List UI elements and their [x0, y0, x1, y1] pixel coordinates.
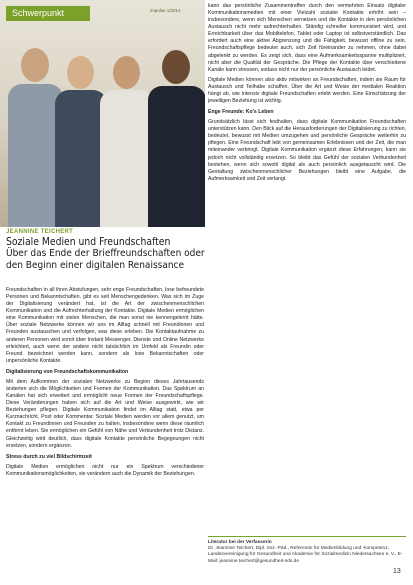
page-number: 13 [393, 568, 401, 575]
person-3 [100, 48, 154, 227]
author-name: JEANNINE TEICHERT [6, 229, 74, 235]
paragraph: Freundschaften in all ihren Abstufungen, sehr enge Freundschaften, lose befreundete Personen und Bekanntschaften, gibt es seit Menschengedenken. Was sich im Zuge der Digitalisierung verändert hat, ist die Art der zwischenmenschlichen Kommunikation und die Aufrechterhaltung der Kontakte. Digitale Medien ermöglichen eine Kommunikation mit vielen Menschen, die man sonst nie kennengelernt hätte. Über soziale Netzwerke können wir uns im Alltag schnell mit Freundinnen und Freunden austauschen und verfolgen, was diese erleben. Die Kontaktaufnahme zu anderen Personen wird somit über Instant Messenger, Dienste und Online Netzwerke erleichtert, auch wenn der andere nicht tatsächlich im Umfeld als Freundin oder Freund bezeichnet werden kann, sondern als lose Bekanntschaften oder unpersönliche Kontakte. [6, 287, 204, 364]
literature-note [208, 540, 406, 565]
left-column [6, 287, 204, 582]
article-headline: Soziale Medien und Freundschaften [6, 236, 171, 248]
author-info: Dr. Jeannine Teichert, Dipl. Soz.-Päd., Referentin für Medienbildung und -kompetenz, Landesvereinigung für Gesundheit und Akademie für Sozialmedizin Niedersachsen e. V., E-Mail: jeannine.teichert@gesundheit-nds.de [208, 546, 403, 564]
divider [208, 536, 406, 537]
paragraph: Mit dem Aufkommen der sozialen Netzwerke zu Beginn dieses Jahrtausends änderten sich die Möglichkeiten und Formen der Kommunikation. Das Spektrum an Kanälen hat sich erweitert und ermöglicht neue Formen der Freundschaftspflege. Diese Veränderungen haben sich auf die Art und Weise ausgewirkt, wie wir Beziehungen pflegen. Digitale Kommunikation findet im Alltag statt, etwa per Kurznachricht, Post oder Kommentar. Soziale Medien werden vor allem genutzt, um Kontakt zu Freundinnen und Freunden zu halten, insbesondere wenn diese räumlich entfernt leben. Sie ermöglichen ein Gefühl von Nähe und Verbundenheit trotz Distanz. Gleichzeitig wird deutlich, dass digitale Kontakte persönliche Begegnungen nicht ersetzen, sondern ergänzen. [6, 378, 204, 449]
article-title [6, 236, 206, 272]
paragraph: kann das persönliche Zusammentreffen durch den vermehrten Einsatz digitaler Kommunikationsmedien mit einer Vielzahl sozialer Kontakte erhöht sein – insbesondere, wenn sich Menschen vernetzen und die Kontakte in den persönlichen Austausch nicht mehr aufrechterhalten. Ständig schneller kommuniziert wird, und Erreichbarkeit über das Mobiltelefon, Tablet oder Laptop ist selbstverständlich. Das erfordert auch eine aktive Abgrenzung und die Fähigkeit, bewusst offline zu sein. Freundschaftspflege bedeutet auch, sich Zeit füreinander zu nehmen, ohne dabei abgelenkt zu werden. Es zeigt sich, dass eine Aufmerksamkeitsspanne multipliziert, nicht aber die Qualität der Gespräche. Die Pflege der Kontakte über verschiedene Kanäle kann stressen, sodass nicht nur der persönliche Austausch leidet. [208, 3, 406, 73]
section-label: Schwerpunkt [6, 6, 90, 21]
article-subtitle: Über das Ende der Brieffreundschaften oder den Beginn einer digitalen Renaissance [6, 248, 205, 271]
paragraph: Digitale Medien ermöglichen nicht nur ein Spektrum verschiedener Kommunikationsmöglichkeiten, sie verändern auch die Dynamik der Beziehungen. [6, 463, 204, 477]
literature-heading: Literatur bei der Verfasserin [208, 540, 272, 545]
section-heading: Digitalisierung von Freundschaftskommunikation [6, 368, 129, 375]
paragraph: Grundsätzlich lässt sich festhalten, dass digitale Kommunikation Freundschaften unterstützen kann. Den Blick auf die Herausforderungen der Digitalisierung zu richten, bedeutet, bewusst mit Medien umzugehen und persönliche Gespräche weiterhin zu pflegen. Eine Freundschaft lebt von gemeinsamen Erlebnissen und der Zeit, die man miteinander verbringt. Digitale Kommunikation ergänzt diese Erfahrungen, kann sie jedoch nicht vollständig ersetzen. So bleibt das Gefühl der sozialen Verbundenheit bestehen, wenn sich sowohl digital als auch persönlich ausgetauscht wird. Die Gestaltung zwischenmenschlicher Beziehungen bleibt eine Aufgabe, die Aufmerksamkeit und Zeit verlangt. [208, 119, 406, 182]
header-photo [0, 0, 205, 227]
person-4 [148, 40, 205, 227]
issue-label: impulse 1/2014 [150, 8, 181, 13]
paragraph: Digitale Medien können also aktiv mitwirken an Freundschaften, indem sie Raum für Austausch und Teilhabe schaffen. Über die Art und Weise der medialen Reaktion hängt ab, wie intensiv digitale Freundschaften erlebt werden. Eine Einschätzung der jeweiligen Beziehung ist wichtig. [208, 76, 406, 105]
section-heading: Enge Freunde: Ko's Leben [208, 109, 274, 116]
section-heading: Stress durch zu viel Bildschirmzeit [6, 453, 92, 460]
right-column [208, 3, 406, 543]
